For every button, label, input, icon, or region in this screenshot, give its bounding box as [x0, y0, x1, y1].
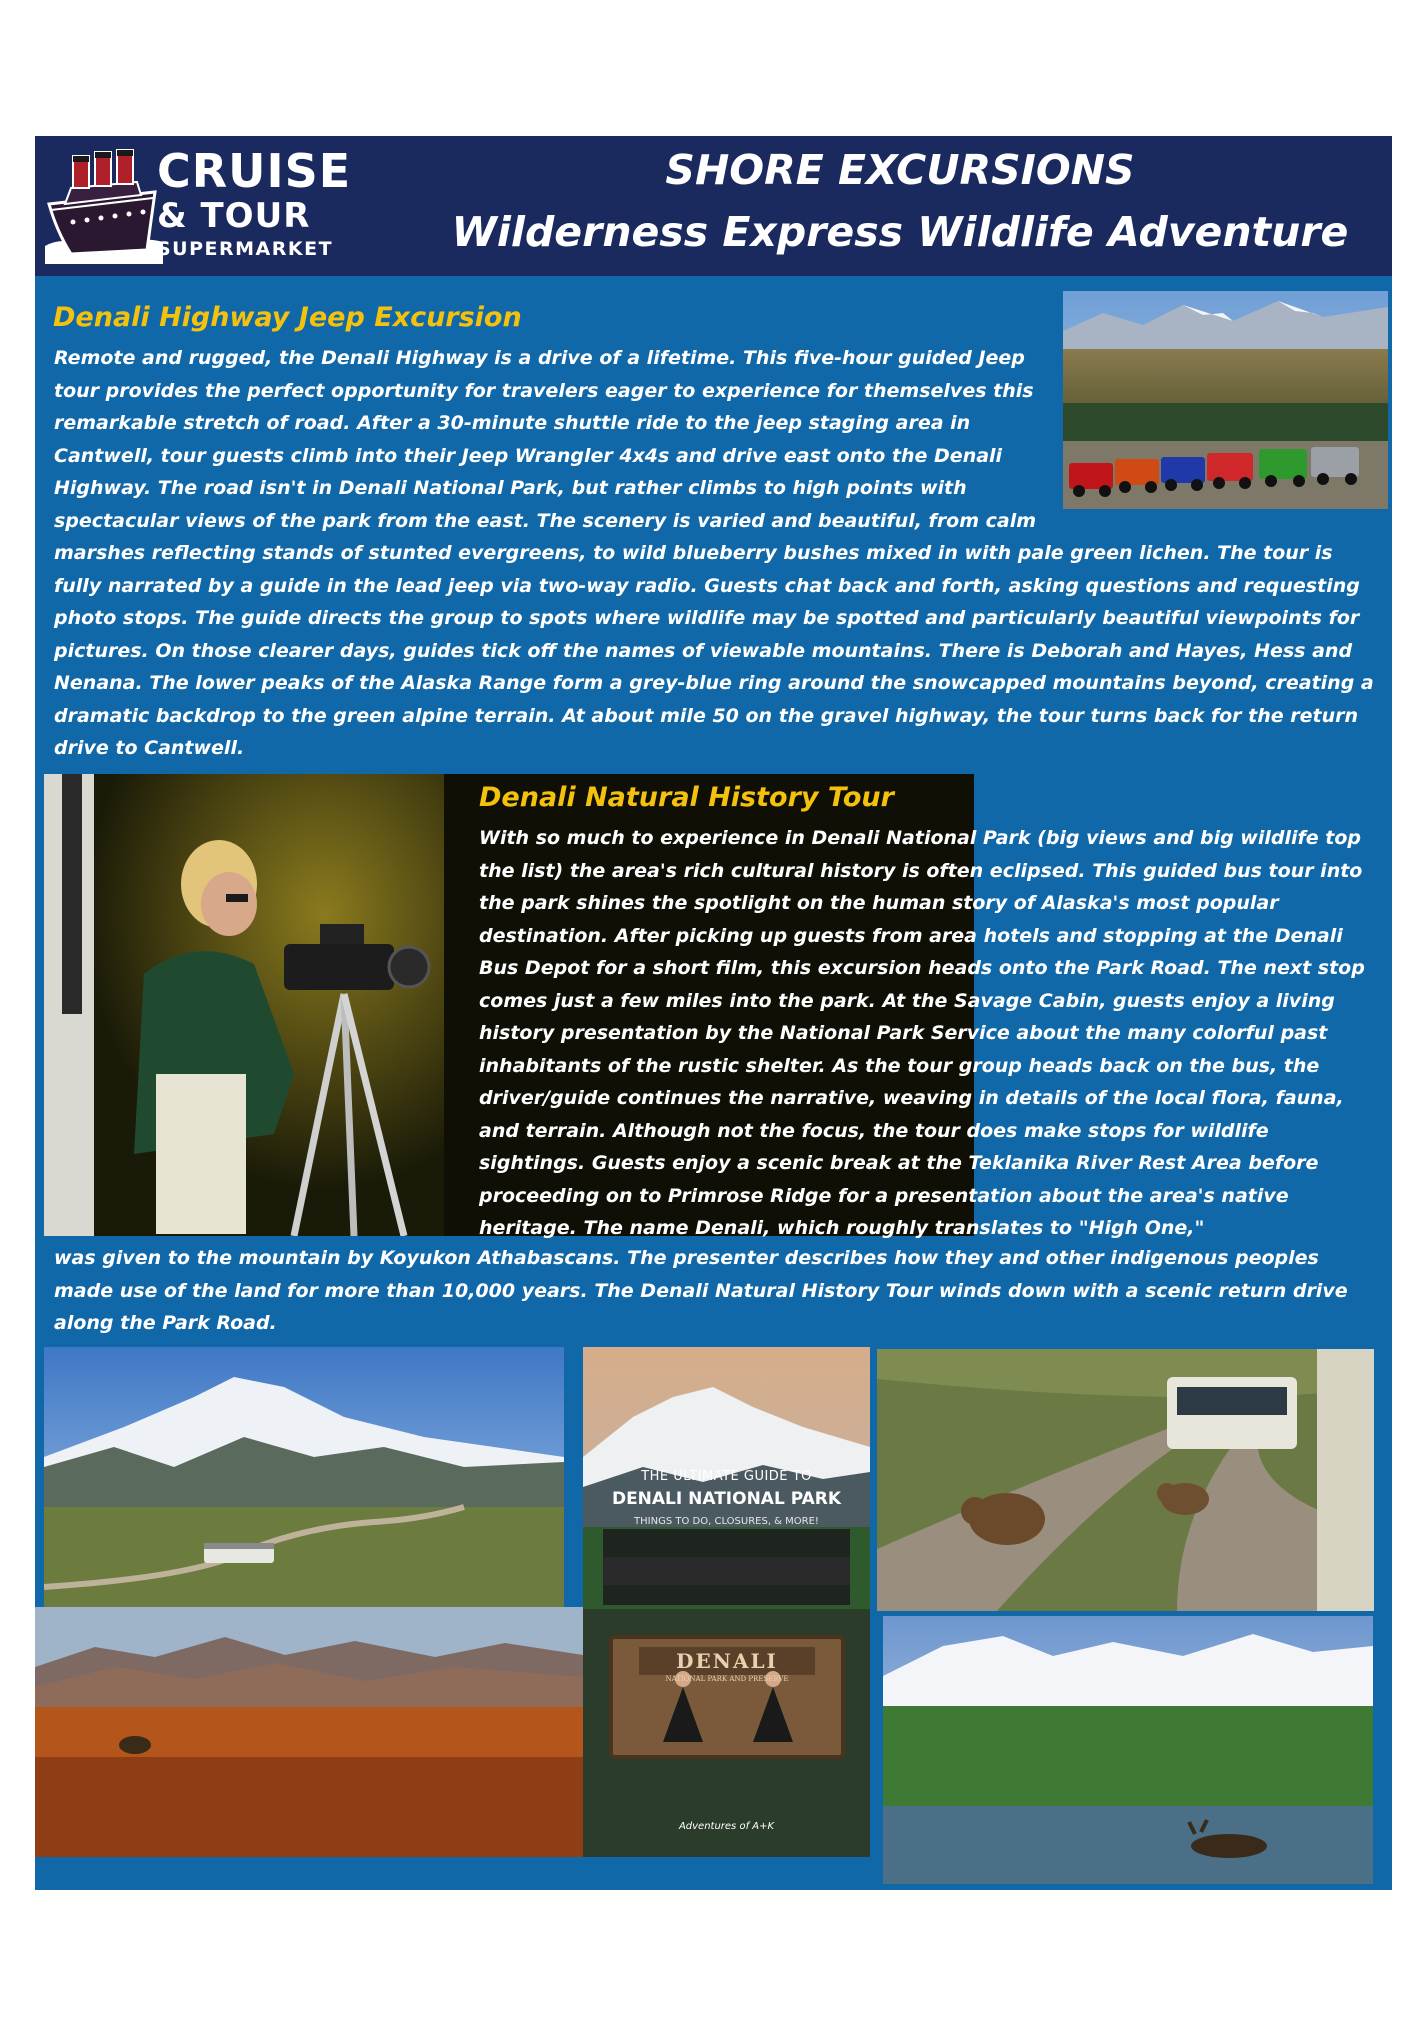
- logo-word-supermarket: SUPERMARKET: [157, 238, 334, 260]
- denali-ultimate-guide-photo: [583, 1347, 870, 1857]
- guide-watermark: Adventures of A+K: [678, 1821, 775, 1832]
- bears-and-park-bus-photo: [877, 1349, 1374, 1611]
- logo-word-cruise: CRUISE: [157, 144, 352, 198]
- denali-mountain-bus-photo: [44, 1347, 564, 1607]
- guide-line-3: THINGS TO DO, CLOSURES, & MORE!: [634, 1516, 819, 1527]
- section-heading-jeep: Denali Highway Jeep Excursion: [53, 302, 522, 333]
- moose-in-lake-mountains-photo: [883, 1616, 1373, 1884]
- logo-word-tour: & TOUR: [157, 196, 311, 236]
- denali-sign-text: DENALI: [676, 1649, 778, 1673]
- page-subtitle: Wilderness Express Wildlife Adventure: [451, 208, 1349, 256]
- jeep-excursion-description: Remote and rugged, the Denali Highway is a drive of a lifetime. This five-hour guided Jeep tour provides the perfect opportunity for travelers eager to experience for themselves this remarkable stretch of road. After a 30-minute shuttle ride to the jeep staging area in Cantwell, tour guests climb into their Jeep Wrangler 4x4s and drive east onto the Denali Highway. The road isn't in Denali National Park, but rather climbs to high points with spectacular views of the park from the east. The scenery is varied and beautiful, from calm marshes reflecting stands of stunted evergreens, to wild blueberry bushes mixed in with pale green lichen. The tour is fully narrated by a guide in the lead jeep via two-way radio. Guests chat back and forth, asking questions and requesting photo stops. The guide directs the group to spots where wildlife may be spotted and particularly beautiful viewpoints for pictures. On those clearer days, guides tick off the names of viewable mountains. There is Deborah and Hayes, Hess and Nenana. The lower peaks of the Alaska Range form a grey-blue ring around the snowcapped mountains beyond, creating a dramatic backdrop to the green alpine terrain. At about mile 50 on the gravel highway, the tour turns back for the return drive to Cantwell.: [54, 347, 1374, 759]
- moose-autumn-tundra-photo: [35, 1607, 583, 1857]
- company-logo: [43, 142, 373, 270]
- guide-line-2: DENALI NATIONAL PARK: [611, 1489, 842, 1509]
- content-panel: [35, 276, 1392, 1890]
- natural-history-description-continued: was given to the mountain by Koyukon Athabascans. The presenter describes how they and other indigenous peoples made use of the land for more than 10,000 years. The Denali Natural History Tour winds down with a scenic return drive along the Park Road.: [54, 1247, 1348, 1334]
- natural-history-description: With so much to experience in Denali National Park (big views and big wildlife top the list) the area's rich cultural history is often eclipsed. This guided bus tour into the park shines the spotlight on the human story of Alaska's most popular destination. After picking up guests from area hotels and stopping at the Denali Bus Depot for a short film, this excursion heads onto the Park Road. The next stop comes just a few miles into the park. At the Savage Cabin, guests enjoy a living history presentation by the National Park Service about the many colorful past inhabitants of the rustic shelter. As the tour group heads back on the bus, the driver/guide continues the narrative, weaving in details of the local flora, fauna, and terrain. Although not the focus, the tour does make stops for wildlife sightings. Guests enjoy a scenic break at the Teklanika River Rest Area before proceeding on to Primrose Ridge for a presentation about the area's native heritage. The name Denali, which roughly translates to "High One,": [479, 827, 1365, 1239]
- denali-sign-subtext: NATIONAL PARK AND PRESERVE: [665, 1675, 789, 1683]
- page-title: SHORE EXCURSIONS: [665, 146, 1135, 194]
- guide-line-1: THE ULTIMATE GUIDE TO: [641, 1469, 812, 1484]
- header-banner: [35, 136, 1392, 276]
- section-heading-natural-history: Denali Natural History Tour: [479, 782, 894, 813]
